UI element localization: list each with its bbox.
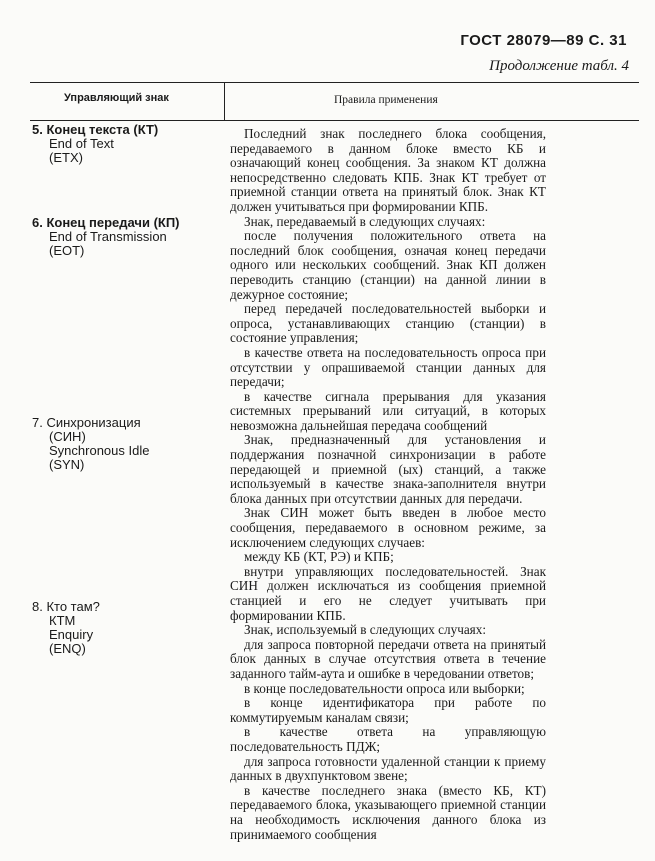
column-header-control-sign: Управляющий знак — [64, 92, 169, 104]
rule-paragraph: Знак СИН может быть введен в любое место сообщения, передаваемого в основном режиме, за исключением следующих случаев: — [230, 505, 546, 550]
usage-rules-column — [230, 127, 546, 842]
column-divider — [224, 83, 225, 120]
rule-paragraph: перед передачей последовательностей выборки и опроса, устанавливающих станцию (станции) в состояние управления; — [230, 301, 546, 346]
table-header-rule — [30, 120, 639, 121]
sign-english-name: Synchronous Idle — [49, 443, 150, 458]
sign-english-name: End of Transmission — [49, 229, 167, 244]
sign-title: 8. Кто там? — [32, 599, 100, 614]
sign-title: 6. Конец передачи (КП) — [32, 215, 180, 230]
sign-syn — [32, 416, 149, 472]
rule-paragraph: в конце последовательности опроса или выборки; — [244, 680, 525, 696]
rule-paragraph: Знак, используемый в следующих случаях: — [244, 622, 486, 638]
rule-paragraph: в качестве последнего знака (вместо КБ, КТ) передаваемого блока, указывающего приемной станции на необходимость исключения данного блока из принимаемого сообщения — [230, 782, 546, 842]
sign-english-name: End of Text — [49, 136, 114, 151]
sign-russian-code: КТМ — [49, 613, 76, 628]
sign-code: (EOT) — [49, 243, 85, 258]
rule-paragraph: внутри управляющих последовательностей. Знак СИН должен исключаться из сообщения приемной станцией и его не следует учитывать при формировании КПБ. — [230, 563, 546, 623]
sign-etx — [32, 123, 158, 165]
rule-paragraph: между КБ (КТ, РЭ) и КПБ; — [244, 549, 394, 565]
sign-code: (ENQ) — [49, 641, 86, 656]
table-continuation-label: Продолжение табл. 4 — [489, 58, 629, 74]
rule-paragraph: в конце идентификатора при работе по коммутируемым каналам связи; — [230, 695, 546, 725]
sign-code: (ETX) — [49, 150, 83, 165]
sign-eot — [32, 216, 180, 258]
sign-russian-code: (СИН) — [49, 429, 86, 444]
sign-english-name: Enquiry — [49, 627, 94, 642]
rule-paragraph: в качестве ответа на управляющую последовательность ПДЖ; — [230, 724, 546, 754]
rule-paragraph: Последний знак последнего блока сообщения, передаваемого в данном блоке вместо КБ и означающий конец сообщения. За знаком КТ должна непосредственно следовать КПБ. Знак КТ требует от приемной станции ответа на принятый блок. Знак КТ должен учитываться при формировании КПБ. — [230, 126, 546, 214]
rule-paragraph: в качестве ответа на последовательность опроса при отсутствии у опрашиваемой станции данных для передачи; — [230, 344, 546, 390]
page-header-standard: ГОСТ 28079—89 С. 31 — [460, 32, 627, 49]
rule-paragraph: в качестве сигнала прерывания для указания системных прерываний или ситуаций, в которых невозможна дальнейшая передача сообщений — [230, 388, 546, 433]
rule-paragraph: после получения положительного ответа на последний блок сообщения, означая конец передачи одного или нескольких сообщений. Знак КП должен переводить станцию (станции) на данной линии в дежурное состояние; — [230, 228, 546, 302]
sign-enq — [32, 600, 100, 656]
sign-title: 5. Конец текста (КТ) — [32, 122, 159, 137]
sign-code: (SYN) — [49, 457, 85, 472]
rule-paragraph: для запроса повторной передачи ответа на принятый блок данных в случае отсутствия ответа в течение заданного тайм-аута и ошибке в чередовании ответов; — [230, 636, 546, 681]
table-top-rule — [30, 82, 639, 83]
column-header-usage-rules: Правила применения — [334, 94, 438, 106]
sign-title: 7. Синхронизация — [32, 415, 141, 430]
rule-paragraph: Знак, предназначенный для установления и поддержания позначной синхронизации в работе передающей и приемной (ых) станций, а также используемый в качестве знака-заполнителя внутри блока данных при отсутствии данных для передачи. — [230, 432, 546, 506]
rule-paragraph: для запроса готовности удаленной станции к приему данных в двухпунктовом звене; — [230, 753, 546, 784]
rule-paragraph: Знак, передаваемый в следующих случаях: — [244, 213, 486, 229]
